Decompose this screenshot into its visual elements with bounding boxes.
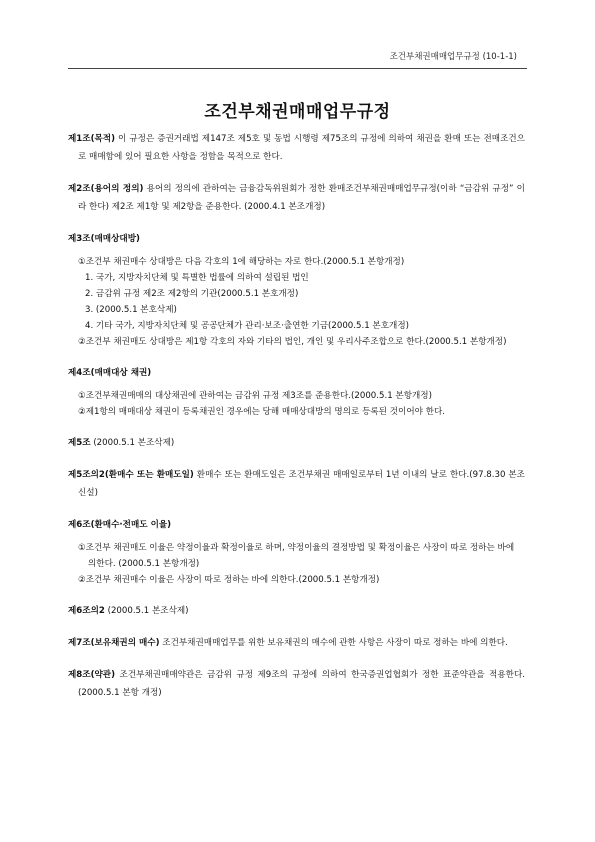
document-reference: 조건부채권매매업무규정 (10-1-1) (389, 52, 517, 62)
article-3-item-1: 1. 국가, 지방자치단체 및 특별한 법률에 의하여 설립된 법인 (85, 273, 309, 283)
article-4-paragraph-2: ②제1항의 매매대상 채권이 등록채권인 경우에는 당해 매매상대방의 명의로 등록된 것이어야 한다. (78, 407, 445, 417)
article-1-heading: 제1조(목적) (68, 134, 116, 144)
article-6-heading: 제6조(환매수·전매도 이율) (68, 520, 172, 530)
article-7-text: 조건부채권매매업무를 위한 보유채권의 매수에 관한 사항은 사장이 따로 정하는 바에 의한다. (159, 638, 508, 648)
article-5-2-heading: 제5조의2(환매수 또는 환매도일) (68, 470, 194, 480)
article-5-2-text: 환매수 또는 환매도일은 조건부채권 매매일로부터 1년 이내의 날로 한다.(97.8.30 본조신설) (78, 470, 525, 498)
article-4 (68, 364, 525, 420)
article-3-item-2: 2. 금감위 규정 제2조 제2항의 기관(2000.5.1 본호개정) (85, 289, 299, 299)
article-2-heading: 제2조(용어의 정의) (68, 184, 144, 194)
article-6-paragraph-1: ①조건부 채권매도 이율은 약정이율과 확정이율로 하며, 약정이율의 결정방법 및 확정이율은 사장이 따로 정하는 바에 의한다. (2000.5.1 본항개정) (78, 543, 515, 569)
article-7 (68, 634, 525, 652)
article-6-paragraph-2: ②조건부 채권매수 이율은 사장이 따로 정하는 바에 의한다.(2000.5.1 본항개정) (78, 575, 380, 585)
article-6-2-heading: 제6조의2 (68, 606, 105, 616)
article-3-paragraph-1: ①조건부 채권매수 상대방은 다음 각호의 1에 해당하는 자로 한다.(2000.5.1 본항개정) (78, 257, 405, 267)
article-5-2 (68, 466, 525, 502)
article-4-heading: 제4조(매매대상 채권) (68, 368, 152, 378)
article-3-item-4: 4. 기타 국가, 지방자치단체 및 공공단체가 관리·보조·출연한 기금(2000.5.1 본호개정) (85, 321, 409, 331)
article-5-heading: 제5조 (68, 438, 91, 448)
article-8 (68, 666, 525, 702)
article-1-text: 이 규정은 증권거래법 제147조 제5호 및 동법 시행령 제75조의 규정에 의하여 채권을 환매 또는 전매조건으로 매매함에 있어 필요한 사항을 정함을 목적으로 한다. (78, 134, 525, 162)
article-4-paragraph-1: ①조건부채권매매의 대상채권에 관하여는 금감위 규정 제3조를 준용한다.(2000.5.1 본항개정) (78, 391, 432, 401)
article-6-2 (68, 602, 525, 620)
article-3-item-3: 3. (2000.5.1 본호삭제) (85, 305, 177, 315)
article-8-text: 조건부채권매매약관은 금감위 규정 제9조의 규정에 의하여 한국증권업협회가 정한 표준약관을 적용한다.(2000.5.1 본항 개정) (78, 670, 525, 698)
article-6-2-text: (2000.5.1 본조삭제) (104, 606, 189, 616)
regulation-body (68, 130, 525, 702)
article-8-heading: 제8조(약관) (68, 670, 116, 680)
article-3-paragraph-2: ②조건부 채권매도 상대방은 제1항 각호의 자와 기타의 법인, 개인 및 우리사주조합으로 한다.(2000.5.1 본항개정) (78, 337, 507, 347)
document-title: 조건부채권매매업무규정 (204, 102, 391, 122)
article-5 (68, 434, 525, 452)
article-2-text: 용어의 정의에 관하여는 금융감독위원회가 정한 환매조건부채권매매업무규정(이하 “금감위 규정” 이라 한다) 제2조 제1항 및 제2항을 준용한다. (2000.4.1 본조개정) (78, 184, 525, 212)
article-3-heading: 제3조(매매상대방) (68, 234, 140, 244)
article-3 (68, 230, 525, 350)
article-1 (68, 130, 525, 166)
header-divider (68, 68, 527, 69)
article-5-text: (2000.5.1 본조삭제) (90, 438, 175, 448)
article-7-heading: 제7조(보유채권의 매수) (68, 638, 160, 648)
article-6 (68, 516, 525, 588)
article-2 (68, 180, 525, 216)
